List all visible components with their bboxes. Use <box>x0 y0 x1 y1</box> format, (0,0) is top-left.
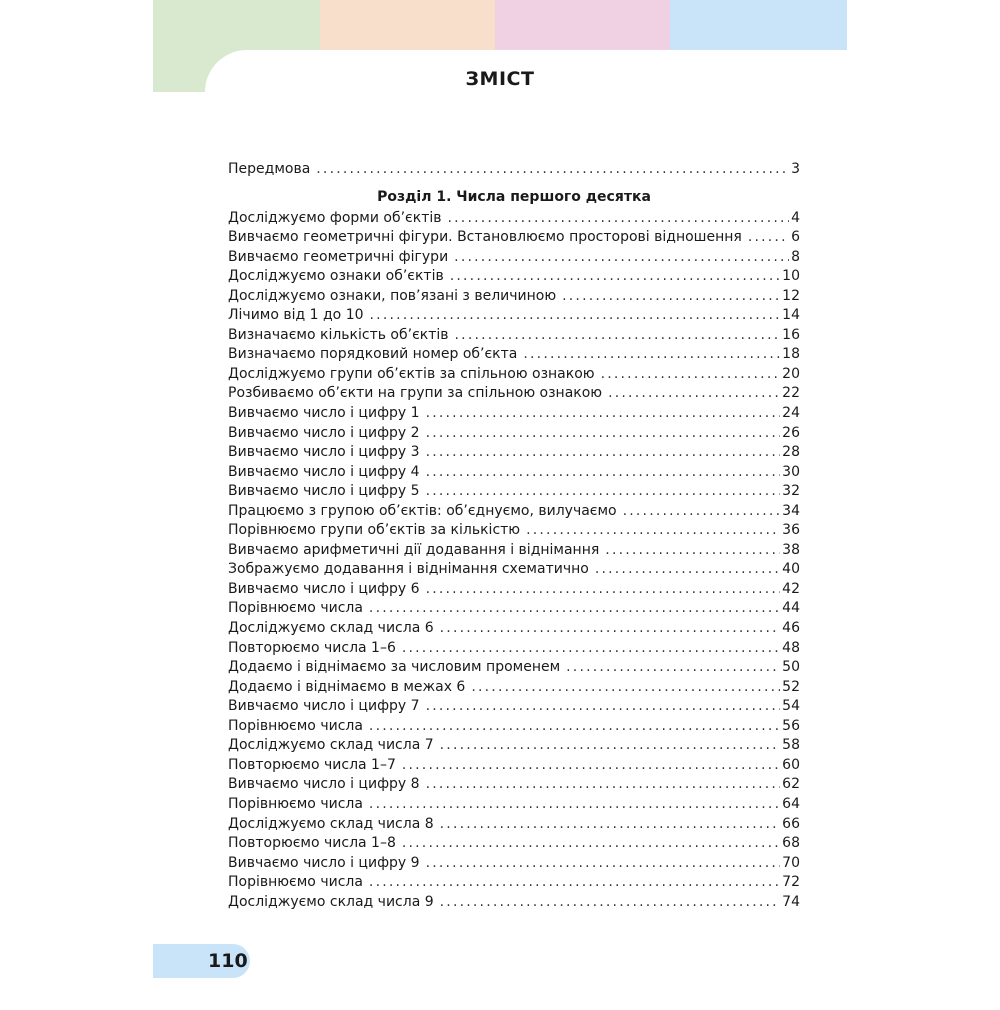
toc-entry-page: 72 <box>782 874 800 891</box>
toc-entry-page: 54 <box>782 698 800 715</box>
dot-leader <box>369 795 780 815</box>
toc-entry-page: 6 <box>791 229 800 246</box>
toc-entry[interactable] <box>228 854 800 874</box>
toc-entry-label: Зображуємо додавання і віднімання схематично <box>228 561 589 578</box>
toc-entry[interactable] <box>228 639 800 659</box>
toc-entry[interactable] <box>228 463 800 483</box>
toc-entry[interactable] <box>228 228 800 248</box>
dot-leader <box>440 893 781 913</box>
toc-entry-page: 48 <box>782 639 800 656</box>
toc-entry-page: 24 <box>782 405 800 422</box>
toc-entry[interactable] <box>228 775 800 795</box>
toc-entry[interactable] <box>228 560 800 580</box>
toc-entry[interactable] <box>228 717 800 737</box>
dot-leader <box>426 443 781 463</box>
toc-entry[interactable] <box>228 873 800 893</box>
toc-entry-label: Розбиваємо об’єкти на групи за спільною ознакою <box>228 385 603 402</box>
dot-leader <box>426 463 781 483</box>
toc-entry-label: Повторюємо числа 1–8 <box>228 835 396 852</box>
dot-leader <box>595 560 780 580</box>
toc-entry-page: 12 <box>782 287 800 304</box>
dot-leader <box>369 599 780 619</box>
dot-leader <box>402 756 780 776</box>
toc-entry-label: Досліджуємо форми об’єктів <box>228 209 442 226</box>
dot-leader <box>426 775 781 795</box>
dot-leader <box>450 267 780 287</box>
toc-entry[interactable] <box>228 756 800 776</box>
toc-entry[interactable] <box>228 306 800 326</box>
page-number: 110 <box>208 950 248 972</box>
toc-entry-label: Вивчаємо число і цифру 6 <box>228 580 420 597</box>
toc-entry-page: 64 <box>782 795 800 812</box>
dot-leader <box>440 736 781 756</box>
toc-entry[interactable] <box>228 384 800 404</box>
toc-entry[interactable] <box>228 482 800 502</box>
toc-entry-page: 70 <box>782 854 800 871</box>
toc-entry[interactable] <box>228 209 800 229</box>
dot-leader <box>369 717 780 737</box>
toc-entry-label: Вивчаємо число і цифру 8 <box>228 776 420 793</box>
dot-leader <box>440 619 781 639</box>
dot-leader <box>623 502 781 522</box>
toc-entry-label: Досліджуємо склад числа 8 <box>228 815 434 832</box>
toc-entries-list <box>228 209 800 913</box>
dot-leader <box>316 160 789 180</box>
dot-leader <box>426 482 781 502</box>
toc-entry-label: Повторюємо числа 1–6 <box>228 639 396 656</box>
toc-entry-page: 50 <box>782 659 800 676</box>
toc-entry[interactable] <box>228 326 800 346</box>
toc-entry[interactable] <box>228 834 800 854</box>
toc-entry[interactable] <box>228 424 800 444</box>
dot-leader <box>426 697 781 717</box>
toc-entry-page: 8 <box>791 248 800 265</box>
toc-entry-label: Працюємо з групою об’єктів: об’єднуємо, вилучаємо <box>228 502 617 519</box>
toc-entry-label: Досліджуємо склад числа 7 <box>228 737 434 754</box>
toc-entry-label: Досліджуємо склад числа 9 <box>228 893 434 910</box>
toc-entry-page: 4 <box>791 209 800 226</box>
toc-entry-page: 62 <box>782 776 800 793</box>
toc-entry[interactable] <box>228 795 800 815</box>
toc-entry-page: 30 <box>782 463 800 480</box>
toc-entry-label: Вивчаємо число і цифру 1 <box>228 405 420 422</box>
dot-leader <box>455 326 781 346</box>
dot-leader <box>601 365 781 385</box>
toc-entry-label: Вивчаємо число і цифру 3 <box>228 444 420 461</box>
toc-entry[interactable] <box>228 365 800 385</box>
dot-leader <box>426 404 781 424</box>
toc-entry-page: 68 <box>782 835 800 852</box>
toc-entry-page: 34 <box>782 502 800 519</box>
dot-leader <box>426 854 781 874</box>
toc-entry-label: Порівнюємо групи об’єктів за кількістю <box>228 522 521 539</box>
page-title: ЗМІСТ <box>465 68 535 90</box>
dot-leader <box>566 658 780 678</box>
toc-entry-label: Порівнюємо числа <box>228 874 363 891</box>
page-number-badge <box>153 944 250 978</box>
toc-entry[interactable] <box>228 619 800 639</box>
dot-leader <box>369 873 780 893</box>
toc-entry-label: Вивчаємо число і цифру 7 <box>228 698 420 715</box>
toc-entry-label: Додаємо і віднімаємо в межах 6 <box>228 678 466 695</box>
toc-entry-page: 36 <box>782 522 800 539</box>
toc-entry-label: Вивчаємо арифметичні дії додавання і віднімання <box>228 541 600 558</box>
toc-entry-label: Повторюємо числа 1–7 <box>228 756 396 773</box>
toc-entry[interactable] <box>228 248 800 268</box>
dot-leader <box>402 639 780 659</box>
toc-entry-label: Досліджуємо ознаки, пов’язані з величиною <box>228 287 557 304</box>
toc-entry-page: 56 <box>782 717 800 734</box>
toc-entry-label: Вивчаємо число і цифру 2 <box>228 424 420 441</box>
toc-entry[interactable] <box>228 658 800 678</box>
toc-entry[interactable] <box>228 815 800 835</box>
toc-entry-label: Визначаємо порядковий номер об’єкта <box>228 346 518 363</box>
toc-entry[interactable] <box>228 599 800 619</box>
toc-entry[interactable] <box>228 443 800 463</box>
toc-entry-page: 46 <box>782 620 800 637</box>
toc-entry-label: Лічимо від 1 до 10 <box>228 307 364 324</box>
toc-entry-label: Досліджуємо ознаки об’єктів <box>228 268 444 285</box>
toc-entry-label: Передмова <box>228 161 311 177</box>
toc-entry-label: Вивчаємо число і цифру 4 <box>228 463 420 480</box>
toc-entry-page: 26 <box>782 424 800 441</box>
toc-entry-page: 38 <box>782 541 800 558</box>
dot-leader <box>562 287 780 307</box>
toc-entry-label: Вивчаємо число і цифру 9 <box>228 854 420 871</box>
toc-entry-page: 58 <box>782 737 800 754</box>
toc-entry-page: 60 <box>782 756 800 773</box>
dot-leader <box>605 541 780 561</box>
dot-leader <box>402 834 780 854</box>
toc-entry-label: Досліджуємо склад числа 6 <box>228 620 434 637</box>
toc-entry-page: 40 <box>782 561 800 578</box>
table-of-contents <box>228 160 800 912</box>
section-heading: Розділ 1. Числа першого десятка <box>377 188 651 205</box>
toc-entry-page: 66 <box>782 815 800 832</box>
dot-leader <box>471 678 780 698</box>
dot-leader <box>748 228 789 248</box>
toc-entry[interactable] <box>228 345 800 365</box>
toc-entry-page: 18 <box>782 346 800 363</box>
toc-entry[interactable] <box>228 267 800 287</box>
toc-entry-page: 20 <box>782 365 800 382</box>
dot-leader <box>454 248 789 268</box>
toc-entry-label: Вивчаємо геометричні фігури <box>228 248 449 265</box>
dot-leader <box>440 815 781 835</box>
toc-entry-page: 28 <box>782 444 800 461</box>
toc-entry-page: 22 <box>782 385 800 402</box>
toc-entry[interactable] <box>228 287 800 307</box>
toc-entry-page: 3 <box>791 161 800 177</box>
toc-entry-label: Вивчаємо геометричні фігури. Встановлюємо просторові відношення <box>228 229 742 246</box>
toc-entry-page: 10 <box>782 268 800 285</box>
toc-entry-page: 14 <box>782 307 800 324</box>
dot-leader <box>370 306 781 326</box>
toc-entry-label: Визначаємо кількість об’єктів <box>228 326 449 343</box>
dot-leader <box>426 424 781 444</box>
toc-entry-label: Вивчаємо число і цифру 5 <box>228 483 420 500</box>
toc-entry-page: 52 <box>782 678 800 695</box>
toc-entry-label: Порівнюємо числа <box>228 795 363 812</box>
toc-entry-label: Досліджуємо групи об’єктів за спільною ознакою <box>228 365 595 382</box>
toc-entry[interactable] <box>228 521 800 541</box>
toc-entry-label: Порівнюємо числа <box>228 600 363 617</box>
toc-entry[interactable] <box>228 541 800 561</box>
toc-entry-label: Порівнюємо числа <box>228 717 363 734</box>
toc-entry[interactable] <box>228 697 800 717</box>
toc-entry-page: 42 <box>782 580 800 597</box>
toc-entry[interactable] <box>228 404 800 424</box>
dot-leader <box>426 580 781 600</box>
toc-entry[interactable] <box>228 580 800 600</box>
toc-entry-page: 74 <box>782 893 800 910</box>
toc-entry[interactable] <box>228 893 800 913</box>
dot-leader <box>523 345 780 365</box>
dot-leader <box>448 209 790 229</box>
toc-entry-label: Додаємо і віднімаємо за числовим променем <box>228 659 561 676</box>
toc-entry-page: 32 <box>782 483 800 500</box>
toc-entry[interactable] <box>228 736 800 756</box>
toc-entry[interactable] <box>228 502 800 522</box>
toc-entry[interactable] <box>228 678 800 698</box>
toc-entry-page: 16 <box>782 326 800 343</box>
toc-entry-preface[interactable] <box>228 160 800 180</box>
toc-entry-page: 44 <box>782 600 800 617</box>
dot-leader <box>608 384 780 404</box>
dot-leader <box>526 521 780 541</box>
